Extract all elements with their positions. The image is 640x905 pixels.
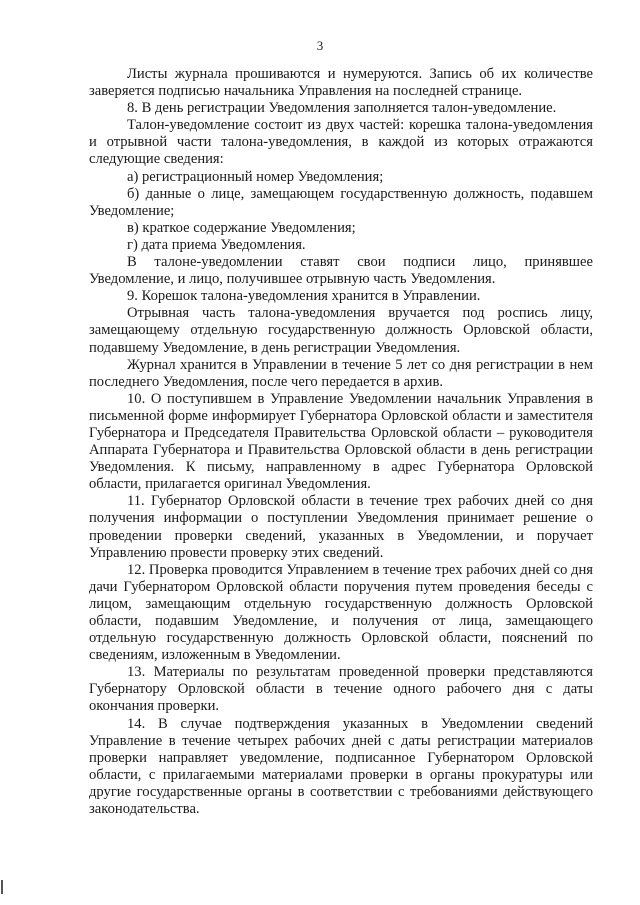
list-item-a: а) регистрационный номер Уведомления; <box>127 168 384 185</box>
list-item-b: б) данные о лице, замещающем государственную должность, подавшем Уведомление; <box>89 185 593 219</box>
paragraph-13: 13. Материалы по результатам проведенной проверки представляются Губернатору Орловской области в течение одного рабочего дня с даты окончания проверки. <box>89 664 593 715</box>
document-body <box>89 66 593 818</box>
paragraph-signatures: В талоне-уведомлении ставят свои подписи лицо, принявшее Уведомление, и лицо, получившее отрывную часть Уведомления. <box>89 254 593 288</box>
paragraph-journal-storage: Журнал хранится в Управлении в течение 5 лет со дня регистрации в нем последнего Уведомления, после чего передается в архив. <box>89 356 593 390</box>
paragraph-journal-binding: Листы журнала прошиваются и нумеруются. Запись об их количестве заверяется подписью начальника Управления на последней странице. <box>89 66 593 100</box>
paragraph-talon-structure: Талон-уведомление состоит из двух частей: корешка талона-уведомления и отрывной части талона-уведомления, в каждой из которых отражаются следующие сведения: <box>89 117 593 168</box>
paragraph-9: 9. Корешок талона-уведомления хранится в Управлении. <box>127 288 481 305</box>
page-number: 3 <box>316 38 324 53</box>
paragraph-10: 10. О поступившем в Управление Уведомлении начальник Управления в письменной форме информирует Губернатора Орловской области и заместителя Губернатора и Председателя Правительства Орловской области – руководителя Аппарата Губернатора и Правительства Орловской области в день регистрации Уведомления. К письму, направленному в адрес Губернатора Орловской области, прилагается оригинал Уведомления. <box>89 390 593 493</box>
paragraph-8: 8. В день регистрации Уведомления заполняется талон-уведомление. <box>127 100 557 117</box>
paragraph-detachable-part: Отрывная часть талона-уведомления вручается под роспись лицу, замещающему отдельную государственную должность Орловской области, подавшему Уведомление, в день регистрации Уведомления. <box>89 305 593 356</box>
list-item-v: в) краткое содержание Уведомления; <box>127 219 356 236</box>
scan-edge-mark <box>1 880 3 894</box>
paragraph-11: 11. Губернатор Орловской области в течение трех рабочих дней со дня получения информации о поступлении Уведомления принимает решение о проведении проверки сведений, указанных в Уведомлении, и поручает Управлению провести проверку этих сведений. <box>89 493 593 561</box>
paragraph-12: 12. Проверка проводится Управлением в течение трех рабочих дней со дня дачи Губернатором Орловской области поручения путем проведения беседы с лицом, замещающим отдельную государственную должность Орловской области, подавшим Уведомление, и получения от лица, замещающего отдельную государственную должность Орловской области, пояснений по сведениям, изложенным в Уведомлении. <box>89 561 593 664</box>
paragraph-14: 14. В случае подтверждения указанных в Уведомлении сведений Управление в течение четырех рабочих дней с даты регистрации материалов проверки направляет уведомление, подписанное Губернатором Орловской области, с прилагаемыми материалами проверки в органы прокуратуры или другие государственные органы в соответствии с требованиями действующего законодательства. <box>89 715 593 818</box>
list-item-g: г) дата приема Уведомления. <box>127 236 306 253</box>
